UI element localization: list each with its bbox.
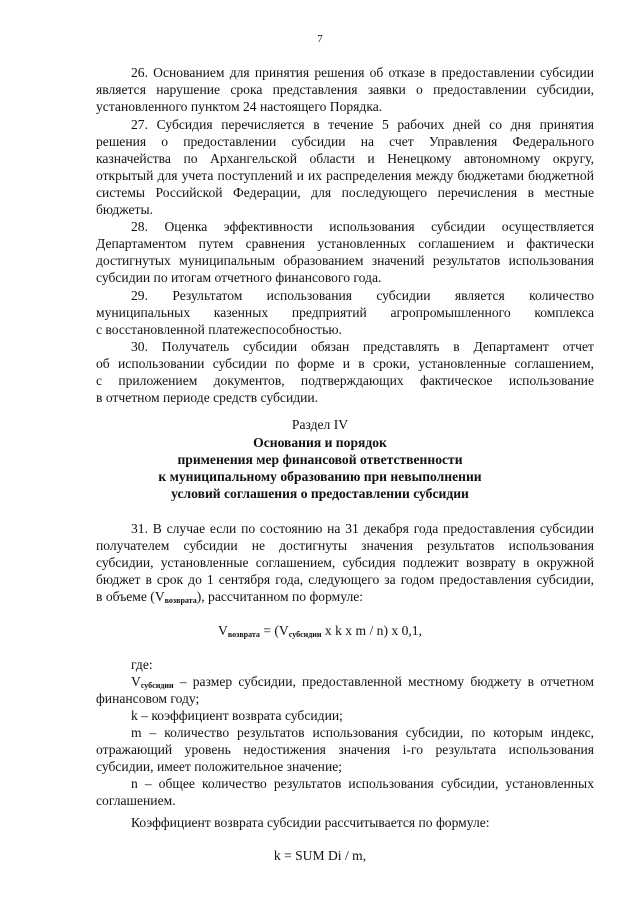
paragraph-26-line: установленного пунктом 24 настоящего Порядка.	[96, 99, 383, 114]
paragraph-30-line: в отчетном периоде средств субсидии.	[96, 390, 319, 405]
paragraph-27-line: системы Российской Федерации, для последующего перечисления в местные	[96, 185, 594, 200]
section-title-line: Основания и порядок	[253, 435, 387, 450]
paragraph-28-line: достигнутых муниципальным образованием значений результатов использования	[96, 253, 594, 268]
refund-formula: Vвозврата = (Vсубсидии x k x m / n) x 0,1,	[218, 623, 422, 639]
definition-n-line: n – общее количество результатов использования субсидии, установленных	[131, 776, 594, 791]
paragraph-27-line: решения о предоставлении субсидии на счет Управления Федерального	[96, 134, 594, 149]
definition-m-line: отражающий уровень недостижения значения i-го результата использования	[96, 742, 594, 757]
where-label: где:	[131, 657, 153, 672]
paragraph-29-line: муниципальных казенных предприятий агропромышленного комплекса	[96, 305, 594, 320]
coefficient-formula: k = SUM Di / m,	[273, 848, 367, 863]
paragraph-27-line: открытый для учета поступлений и их распределения между бюджетами бюджетной	[96, 168, 594, 183]
paragraph-31-line: получателем субсидии не достигнуты значения результатов использования	[96, 538, 594, 553]
paragraph-28-line: субсидии по итогам отчетного финансового года.	[96, 270, 382, 285]
paragraph-31-last-line: в объеме (Vвозврата), рассчитанном по формуле:	[96, 589, 364, 605]
paragraph-28-line: Департаментом путем сравнения установленных соглашением и фактически	[96, 236, 594, 251]
paragraph-29-line: с восстановленной платежеспособностью.	[96, 322, 342, 337]
definition-k: k – коэффициент возврата субсидии;	[131, 708, 343, 723]
section-title-line: к муниципальному образованию при невыполнении	[158, 469, 482, 484]
section-title-line: применения мер финансовой ответственности	[177, 452, 463, 467]
paragraph-28-line: 28. Оценка эффективности использования субсидии осуществляется	[131, 219, 594, 234]
paragraph-31-line: субсидии, установленные соглашением, субсидия подлежит возврату в окружной	[96, 555, 594, 570]
paragraph-27-line: казначейства по Архангельской области и Ненецкому автономному округу,	[96, 151, 594, 166]
section-title-line: условий соглашения о предоставлении субсидии	[171, 486, 469, 501]
definition-v-line: финансовом году;	[96, 691, 200, 706]
paragraph-27-line: бюджеты.	[96, 202, 154, 217]
paragraph-29-line: 29. Результатом использования субсидии является количество	[131, 288, 594, 303]
paragraph-31-line: 31. В случае если по состоянию на 31 декабря года предоставления субсидии	[131, 521, 594, 536]
page-number: 7	[317, 33, 323, 45]
paragraph-30-line: с приложением документов, подтверждающих фактическое использование	[96, 373, 594, 388]
definition-v-line: Vсубсидии – размер субсидии, предоставленной местному бюджету в отчетном	[131, 674, 594, 690]
definition-m-line: субсидии, имеет положительное значение;	[96, 759, 343, 774]
coefficient-text: Коэффициент возврата субсидии рассчитывается по формуле:	[131, 815, 490, 830]
paragraph-30-line: 30. Получатель субсидии обязан представлять в Департамент отчет	[131, 339, 594, 354]
paragraph-26-line: 26. Основанием для принятия решения об отказе в предоставлении субсидии	[131, 65, 594, 80]
definition-n-line: соглашением.	[96, 793, 176, 808]
paragraph-31-line: бюджет в срок до 1 сентября года, следующего за годом предоставления субсидии,	[96, 572, 594, 587]
definition-m-line: m – количество результатов использования субсидии, по которым индекс,	[131, 725, 594, 740]
paragraph-26-line: является нарушение срока представления заявки о предоставлении субсидии,	[96, 82, 594, 97]
section-label: Раздел IV	[291, 417, 349, 432]
paragraph-27-line: 27. Субсидия перечисляется в течение 5 рабочих дней со дня принятия	[131, 117, 594, 132]
paragraph-30-line: об использовании субсидии по форме и в сроки, установленные соглашением,	[96, 356, 594, 371]
